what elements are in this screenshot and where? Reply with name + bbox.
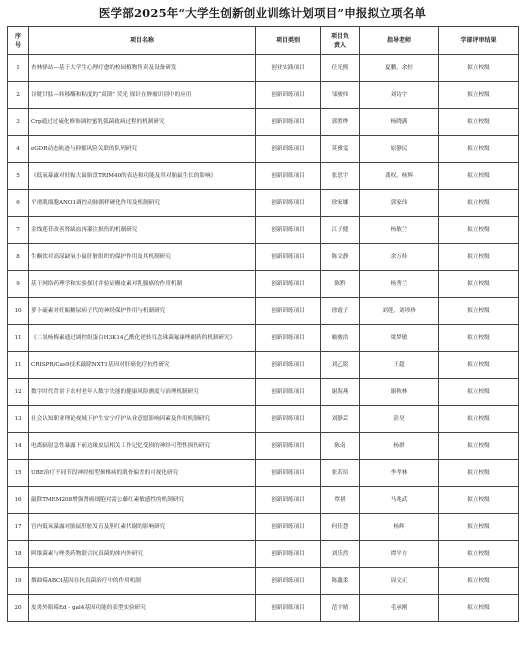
cell-leader: 谢海燕 [321,379,360,406]
cell-name: 萝卜硫素对妊娠糖尿病子代的神经保护作用与机制研究 [29,298,256,325]
cell-type: 创新训练项目 [256,136,321,163]
cell-advisor: 杨秀兰 [360,271,439,298]
cell-leader: 何佳慧 [321,514,360,541]
cell-no: 13 [8,406,29,433]
header-advisor: 指导老师 [360,27,439,55]
cell-advisor: 王超 [360,352,439,379]
cell-type: 创新训练项目 [256,514,321,541]
cell-leader: 覃祺 [321,487,360,514]
cell-leader: 郭胜烨 [321,109,360,136]
cell-leader: 陈鑫柔 [321,568,360,595]
cell-type: 创新训练项目 [256,433,321,460]
cell-no: 11 [8,352,29,379]
table-row [8,325,519,352]
cell-result: 拟立校级 [439,514,519,541]
cell-type: 创新训练项目 [256,541,321,568]
cell-advisor: 刘诗宇 [360,82,439,109]
cell-type: 创业实践项目 [256,55,321,82]
cell-type: 创新训练项目 [256,271,321,298]
cell-advisor: 毛承刚 [360,595,439,622]
cell-no: 7 [8,217,29,244]
cell-leader: 任光熙 [321,55,360,82]
cell-leader: 范宇晴 [321,595,360,622]
header-leader: 项目负责人 [321,27,360,55]
cell-name: 基于网络药理学和实验探讨并验证槲皮素对乳腺癌的作用机制 [29,271,256,298]
cell-no: 4 [8,136,29,163]
table-row [8,82,519,109]
cell-no: 10 [8,298,29,325]
cell-result: 拟立校级 [439,217,519,244]
table-row [8,244,519,271]
cell-type: 创新训练项目 [256,244,321,271]
cell-advisor: 谢秋林 [360,379,439,406]
cell-leader: 徐家娜 [321,190,360,217]
cell-advisor: 李孝林 [360,460,439,487]
table-row [8,433,519,460]
cell-type: 创新训练项目 [256,217,321,244]
cell-result: 拟立校级 [439,568,519,595]
cell-name: 社会认知职业理论视域下护生安宁疗护从业意愿影响因素及作用机制研究 [29,406,256,433]
cell-result: 拟立校级 [439,541,519,568]
cell-advisor: 彭昊 [360,406,439,433]
cell-leader: 徐霞子 [321,298,360,325]
cell-type: 创新训练项目 [256,595,321,622]
cell-type: 创新训练项目 [256,487,321,514]
cell-result: 拟立校级 [439,109,519,136]
cell-type: 创新训练项目 [256,82,321,109]
cell-name: 敲除TMEM208增强肾癌细胞对雷公藤红素敏感性的机制研究 [29,487,256,514]
cell-advisor: 余万桂 [360,244,439,271]
cell-leader: 喻骏浩 [321,325,360,352]
cell-type: 创新训练项目 [256,460,321,487]
cell-name: 杏林驿站—基于大学生心理疗愈的校园植物售卖及设备研发 [29,55,256,82]
table-row [8,514,519,541]
table-row [8,163,519,190]
cell-type: 创新训练项目 [256,163,321,190]
cell-result: 拟立校级 [439,433,519,460]
cell-leader: 刘乐然 [321,541,360,568]
project-table [7,26,519,622]
cell-no: 2 [8,82,29,109]
cell-name: 金线莲苷改善肾缺血再灌注损伤的机制研究 [29,217,256,244]
cell-result: 拟立校级 [439,406,519,433]
cell-no: 5 [8,163,29,190]
cell-name: 阿维菌素与唑类药物联合抗真菌的体内外研究 [29,541,256,568]
cell-result: 拟立校级 [439,379,519,406]
table-row [8,595,519,622]
cell-no: 17 [8,514,29,541]
cell-result: 拟立校级 [439,460,519,487]
page-title: 医学部2025年“大学生创新创业训练计划项目”申报拟立项名单 [98,6,427,20]
cell-result: 拟立校级 [439,271,519,298]
cell-advisor: 周文正 [360,568,439,595]
cell-advisor: 杨辉 [360,514,439,541]
cell-name: 数字时代背景下农村老年人数字失能的健康风险测度与治理机制研究 [29,379,256,406]
table-row [8,217,519,244]
cell-leader: 江子健 [321,217,360,244]
cell-no: 8 [8,244,29,271]
cell-leader: 莫雅雯 [321,136,360,163]
cell-name: Crp通过过硫化修饰调控蜜乳弧菌致病过程的机制研究 [29,109,256,136]
cell-leader: 刘静芸 [321,406,360,433]
table-row [8,379,519,406]
table-row [8,541,519,568]
cell-name: 宫内低氧暴露对胎鼠肝脏发育及胆红素代谢的影响研究 [29,514,256,541]
table-row [8,352,519,379]
cell-advisor: 梁梦敏 [360,325,439,352]
table-row [8,136,519,163]
cell-name: eGDR动态轨迹与抑郁风险关联的队列研究 [29,136,256,163]
cell-advisor: 谭平方 [360,541,439,568]
cell-name: CRISPR/Cas9技术敲除NXT1基因对肝癌化疗抗性研究 [29,352,256,379]
table-row [8,298,519,325]
cell-no: 16 [8,487,29,514]
cell-leader: 张思宇 [321,163,360,190]
cell-no: 3 [8,109,29,136]
table-row [8,406,519,433]
cell-name: 《低氧暴露对妊娠大鼠胎盘TRIM40的表达和功能及其对胎鼠生长的影响》 [29,163,256,190]
cell-type: 创新训练项目 [256,298,321,325]
cell-name: 平滑肌细胞ANO1调控动脉粥样硬化作用及机制研究 [29,190,256,217]
table-row [8,55,519,82]
cell-no: 20 [8,595,29,622]
table-row [8,460,519,487]
cell-result: 拟立校级 [439,55,519,82]
table-row [8,568,519,595]
table-row [8,487,519,514]
cell-name: UBE治疗不同节段神经根型颈椎病的肌骨偏差的可视化研究 [29,460,256,487]
cell-result: 拟立校级 [439,136,519,163]
cell-advisor: 马兆武 [360,487,439,514]
cell-no: 1 [8,55,29,82]
cell-advisor: 郭家伟 [360,190,439,217]
cell-leader: 陈南 [321,433,360,460]
cell-type: 创新训练项目 [256,352,321,379]
header-result: 学部评审结果 [439,27,519,55]
cell-result: 拟立校级 [439,352,519,379]
header-no: 序号 [8,27,29,55]
cell-type: 创新训练项目 [256,109,321,136]
cell-type: 创新训练项目 [256,325,321,352]
cell-name: 电离辐射急性暴露下前边缘皮层相关工作记忆受损的神经可塑性损伤研究 [29,433,256,460]
table-row [8,190,519,217]
cell-no: 11 [8,325,29,352]
cell-result: 拟立校级 [439,595,519,622]
cell-advisor: 杨晓满 [360,109,439,136]
cell-name: 谷胱甘肽—转移酶和粘度的“双锁” 荧光 探针在肿瘤识别中的应用 [29,82,256,109]
cell-advisor: 刘莲，刘珍珍 [360,298,439,325]
cell-result: 拟立校级 [439,82,519,109]
cell-leader: 陈黔 [321,271,360,298]
cell-no: 6 [8,190,29,217]
cell-leader: 陈文静 [321,244,360,271]
cell-advisor: 原静民 [360,136,439,163]
cell-advisor: 夏鹏，余恒 [360,55,439,82]
header-type: 项目类别 [256,27,321,55]
cell-no: 18 [8,541,29,568]
cell-type: 创新训练项目 [256,568,321,595]
cell-no: 15 [8,460,29,487]
cell-name: 《二氢杨梅素通过调控组蛋白H3K14乙酰化逆转耳念珠菌氟康唑耐药的机制研究》 [29,325,256,352]
cell-type: 创新训练项目 [256,379,321,406]
cell-leader: 张若瑄 [321,460,360,487]
cell-result: 拟立校级 [439,325,519,352]
cell-result: 拟立校级 [439,190,519,217]
table-row [8,271,519,298]
cell-name: 生酮饮对高尿缺氧小鼠肝脏组织的保护作用及其机制研究 [29,244,256,271]
cell-advisor: 杨群 [360,433,439,460]
cell-result: 拟立校级 [439,244,519,271]
cell-advisor: 龚权，杨辉 [360,163,439,190]
cell-advisor: 杨敏兰 [360,217,439,244]
cell-no: 14 [8,433,29,460]
table-row [8,109,519,136]
table-header-row [8,27,519,55]
cell-type: 创新训练项目 [256,190,321,217]
cell-result: 拟立校级 [439,487,519,514]
cell-result: 拟立校级 [439,163,519,190]
header-name: 项目名称 [29,27,256,55]
cell-no: 19 [8,568,29,595]
cell-no: 9 [8,271,29,298]
cell-name: 皮炎外瓶霉Ed - gal4基因功能的表型实验研究 [29,595,256,622]
cell-type: 创新训练项目 [256,406,321,433]
cell-no: 12 [8,379,29,406]
cell-result: 拟立校级 [439,298,519,325]
cell-leader: 邹骏炜 [321,82,360,109]
cell-leader: 刘乙铭 [321,352,360,379]
cell-name: 烟曲霉ABCt基因在抗真菌治疗中的作用机制 [29,568,256,595]
